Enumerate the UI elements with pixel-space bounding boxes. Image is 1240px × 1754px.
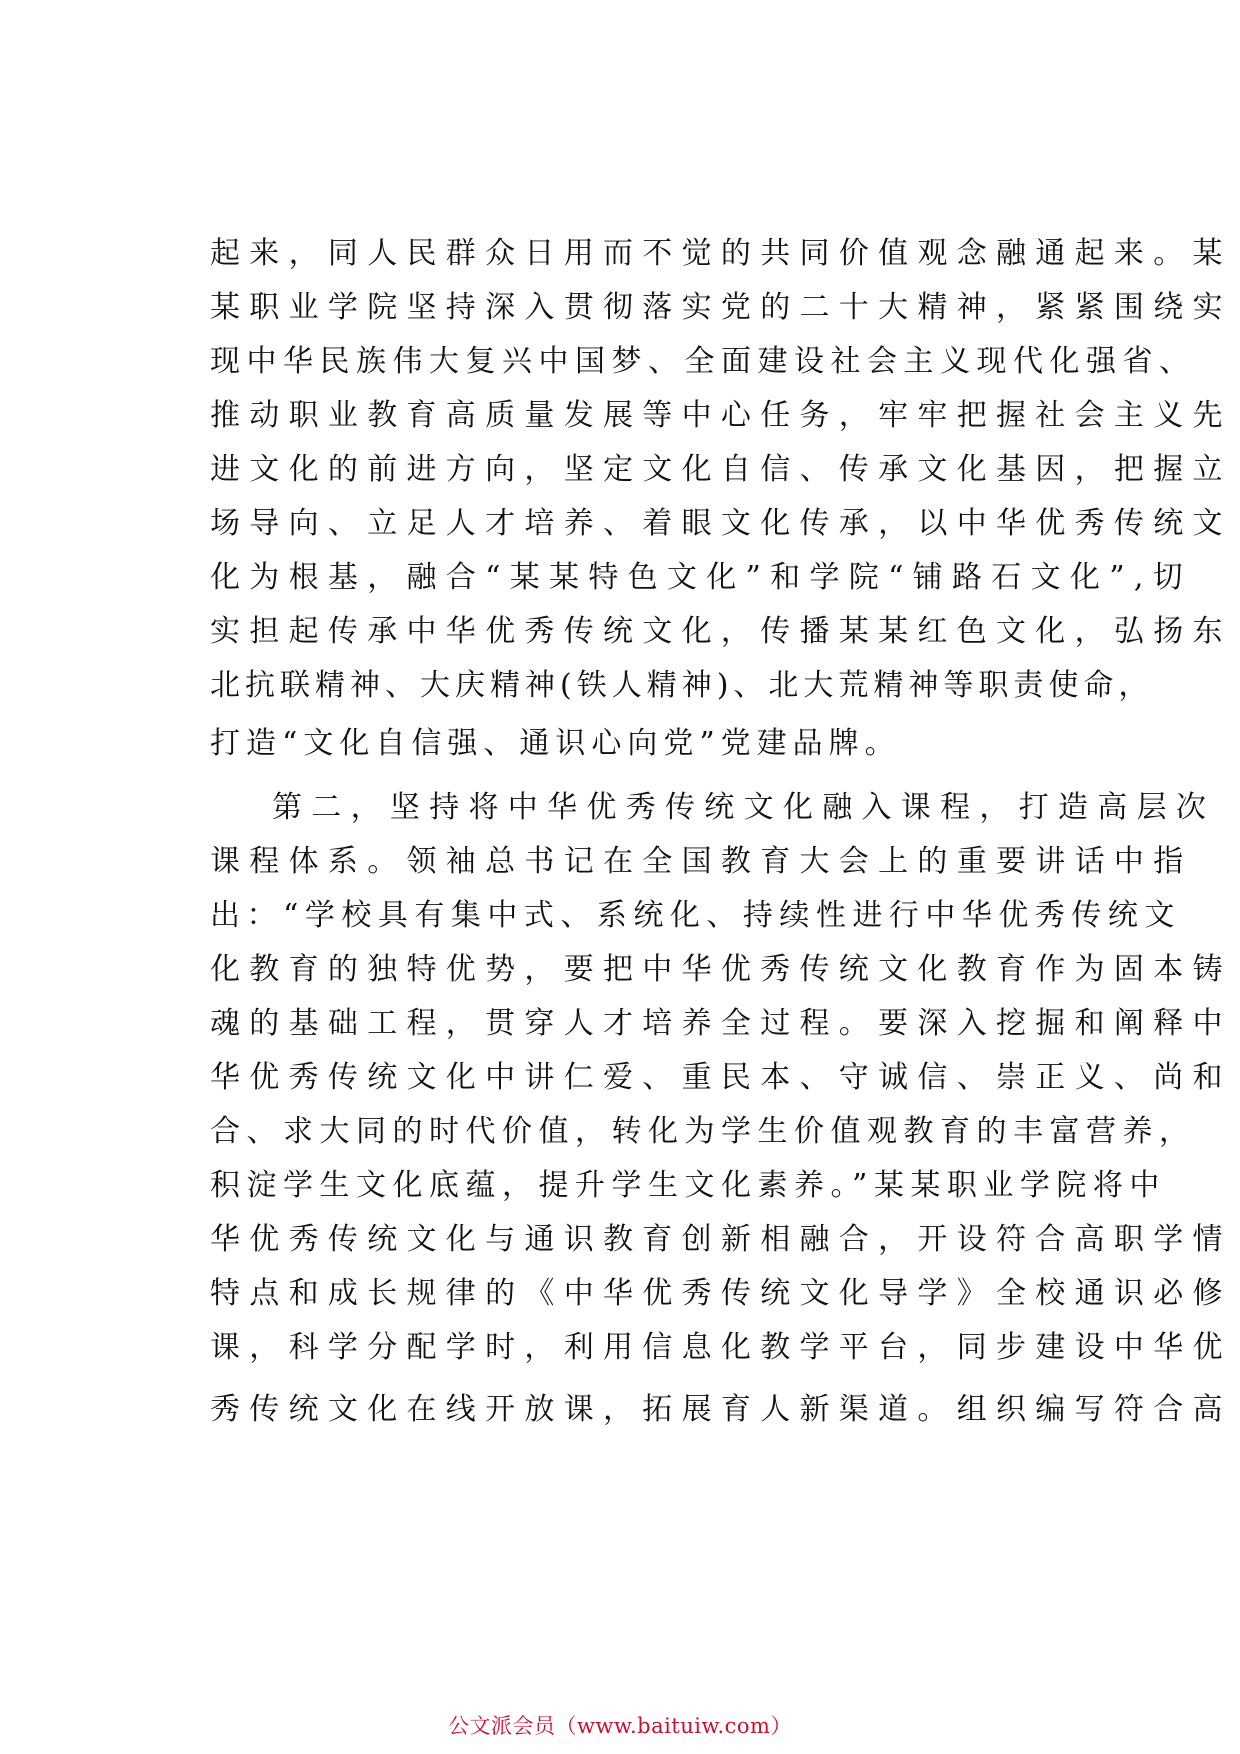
body-text-line: 化教育的独特优势，要把中华优秀传统文化教育作为固本铸: [210, 952, 1232, 987]
body-text-line: 实担起传承中华优秀传统文化，传播某某红色文化，弘扬东: [210, 614, 1232, 649]
body-text-line: 第二，坚持将中华优秀传统文化融入课程，打造高层次: [272, 790, 1216, 825]
body-text-line: 课，科学分配学时，利用信息化教学平台，同步建设中华优: [210, 1330, 1232, 1365]
body-text-line: 场导向、立足人才培养、着眼文化传承，以中华优秀传统文: [210, 506, 1232, 541]
body-text-line: 积淀学生文化底蕴，提升学生文化素养。”某某职业学院将中: [210, 1168, 1166, 1203]
body-text-line: 现中华民族伟大复兴中国梦、全面建设社会主义现代化强省、: [210, 344, 1196, 379]
body-text-line: 进文化的前进方向，坚定文化自信、传承文化基因，把握立: [210, 452, 1232, 487]
body-text-line: 魂的基础工程，贯穿人才培养全过程。要深入挖掘和阐释中: [210, 1006, 1232, 1041]
body-text-line: 华优秀传统文化与通识教育创新相融合，开设符合高职学情: [210, 1222, 1232, 1257]
body-text-line: 推动职业教育高质量发展等中心任务，牢牢把握社会主义先: [210, 398, 1232, 433]
body-text-line: 合、求大同的时代价值，转化为学生价值观教育的丰富营养，: [210, 1114, 1196, 1149]
body-text-line: 化为根基，融合“某某特色文化”和学院“铺路石文化”,切: [210, 560, 1192, 595]
body-text-line: 打造“文化自信强、通识心向党”党建品牌。: [210, 726, 901, 761]
body-text-line: 特点和成长规律的《中华优秀传统文化导学》全校通识必修: [210, 1276, 1232, 1311]
body-text-line: 华优秀传统文化中讲仁爱、重民本、守诚信、崇正义、尚和: [210, 1060, 1232, 1095]
body-text-line: 起来，同人民群众日用而不觉的共同价值观念融通起来。某: [210, 236, 1232, 271]
body-text-line: 某职业学院坚持深入贯彻落实党的二十大精神，紧紧围绕实: [210, 290, 1232, 325]
body-text-line: 出：“学校具有集中式、系统化、持续性进行中华优秀传统文: [210, 898, 1181, 933]
body-text-line: 课程体系。领袖总书记在全国教育大会上的重要讲话中指: [210, 844, 1193, 879]
body-text-line: 秀传统文化在线开放课，拓展育人新渠道。组织编写符合高: [210, 1392, 1232, 1427]
body-text-line: 北抗联精神、大庆精神(铁人精神)、北大荒精神等职责使命，: [210, 668, 1154, 703]
footer-watermark: 公文派会员（www.baituiw.com）: [448, 1714, 792, 1738]
